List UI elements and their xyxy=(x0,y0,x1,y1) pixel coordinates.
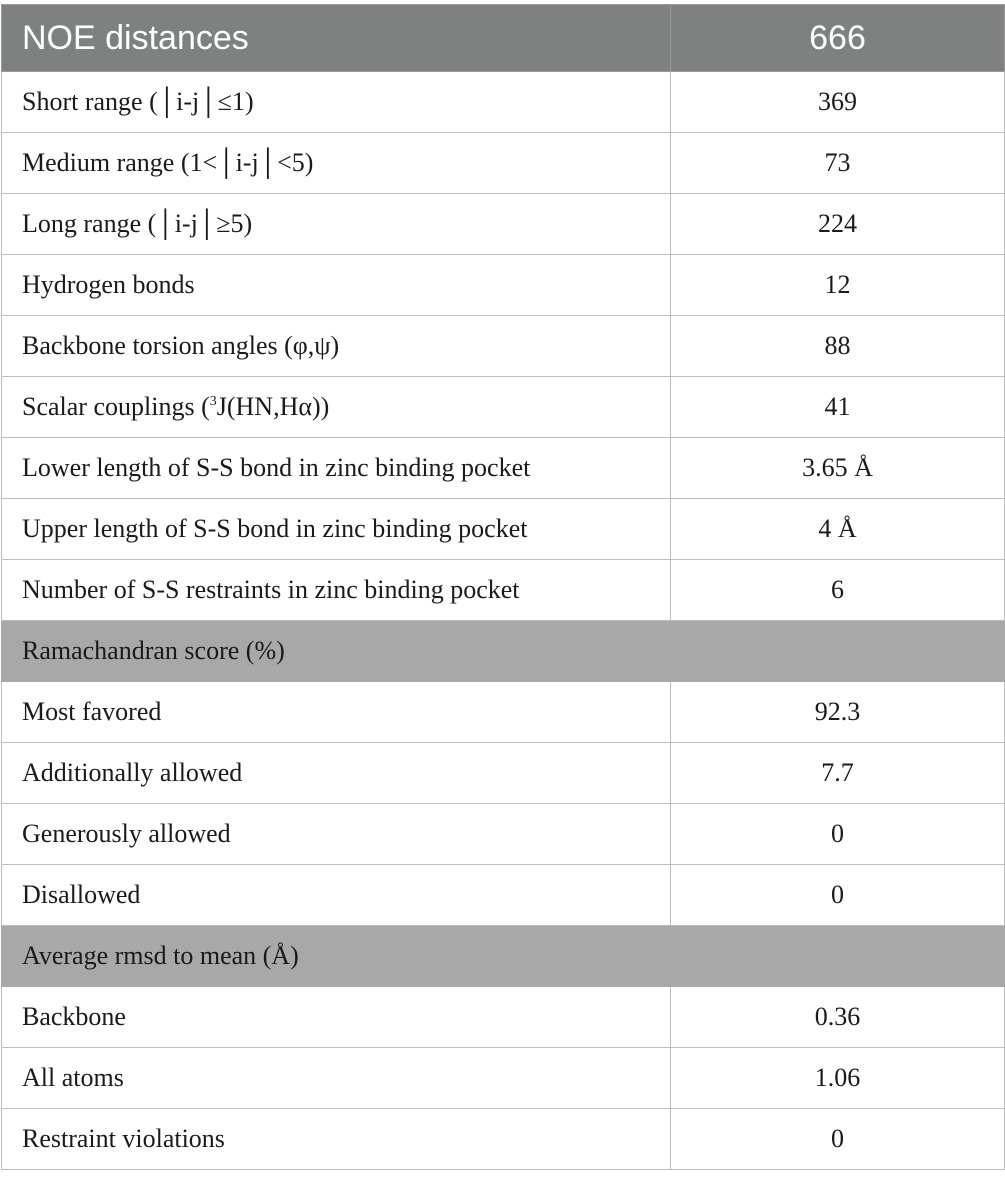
section-row-ramachandran xyxy=(2,621,1005,682)
row-value: 0.36 xyxy=(671,987,1005,1048)
table-row xyxy=(2,682,1005,743)
header-label: NOE distances xyxy=(2,5,671,72)
row-label: Medium range (1<│i-j│<5) xyxy=(2,133,671,194)
row-label: Number of S-S restraints in zinc binding pocket xyxy=(2,560,671,621)
row-label: Most favored xyxy=(2,682,671,743)
row-value: 0 xyxy=(671,804,1005,865)
table-row xyxy=(2,804,1005,865)
row-label: Lower length of S-S bond in zinc binding pocket xyxy=(2,438,671,499)
row-label: Generously allowed xyxy=(2,804,671,865)
row-label: Hydrogen bonds xyxy=(2,255,671,316)
row-label-prefix: Scalar couplings ( xyxy=(22,392,210,421)
row-label: Additionally allowed xyxy=(2,743,671,804)
table-row xyxy=(2,560,1005,621)
table-row xyxy=(2,133,1005,194)
row-label: Backbone xyxy=(2,987,671,1048)
row-label-suffix: J(HN,Hα)) xyxy=(216,392,330,421)
row-value: 0 xyxy=(671,1109,1005,1170)
table-row xyxy=(2,1109,1005,1170)
row-value: 12 xyxy=(671,255,1005,316)
table-row xyxy=(2,1048,1005,1109)
table-row xyxy=(2,377,1005,438)
structure-statistics-table xyxy=(1,4,1005,1170)
row-value: 4 Å xyxy=(671,499,1005,560)
section-row-rmsd xyxy=(2,926,1005,987)
row-value: 3.65 Å xyxy=(671,438,1005,499)
table-row xyxy=(2,194,1005,255)
row-label: Short range (│i-j│≤1) xyxy=(2,72,671,133)
row-value: 6 xyxy=(671,560,1005,621)
row-label: Upper length of S-S bond in zinc binding pocket xyxy=(2,499,671,560)
table-row xyxy=(2,438,1005,499)
row-value: 7.7 xyxy=(671,743,1005,804)
row-label xyxy=(2,377,671,438)
row-value: 73 xyxy=(671,133,1005,194)
table-row xyxy=(2,499,1005,560)
table-row xyxy=(2,316,1005,377)
row-label-superscript: 3 xyxy=(209,394,217,409)
row-value: 1.06 xyxy=(671,1048,1005,1109)
table-row xyxy=(2,255,1005,316)
row-value: 369 xyxy=(671,72,1005,133)
header-row xyxy=(2,5,1005,72)
row-label: Restraint violations xyxy=(2,1109,671,1170)
row-label: Long range (│i-j│≥5) xyxy=(2,194,671,255)
section-heading: Average rmsd to mean (Å) xyxy=(2,926,1005,987)
table-row xyxy=(2,987,1005,1048)
row-label: All atoms xyxy=(2,1048,671,1109)
row-value: 92.3 xyxy=(671,682,1005,743)
row-value: 224 xyxy=(671,194,1005,255)
table-row xyxy=(2,72,1005,133)
section-heading: Ramachandran score (%) xyxy=(2,621,1005,682)
row-value: 0 xyxy=(671,865,1005,926)
row-value: 41 xyxy=(671,377,1005,438)
table-row xyxy=(2,865,1005,926)
row-label: Backbone torsion angles (φ,ψ) xyxy=(2,316,671,377)
table-row xyxy=(2,743,1005,804)
row-label: Disallowed xyxy=(2,865,671,926)
row-value: 88 xyxy=(671,316,1005,377)
header-value: 666 xyxy=(671,5,1005,72)
